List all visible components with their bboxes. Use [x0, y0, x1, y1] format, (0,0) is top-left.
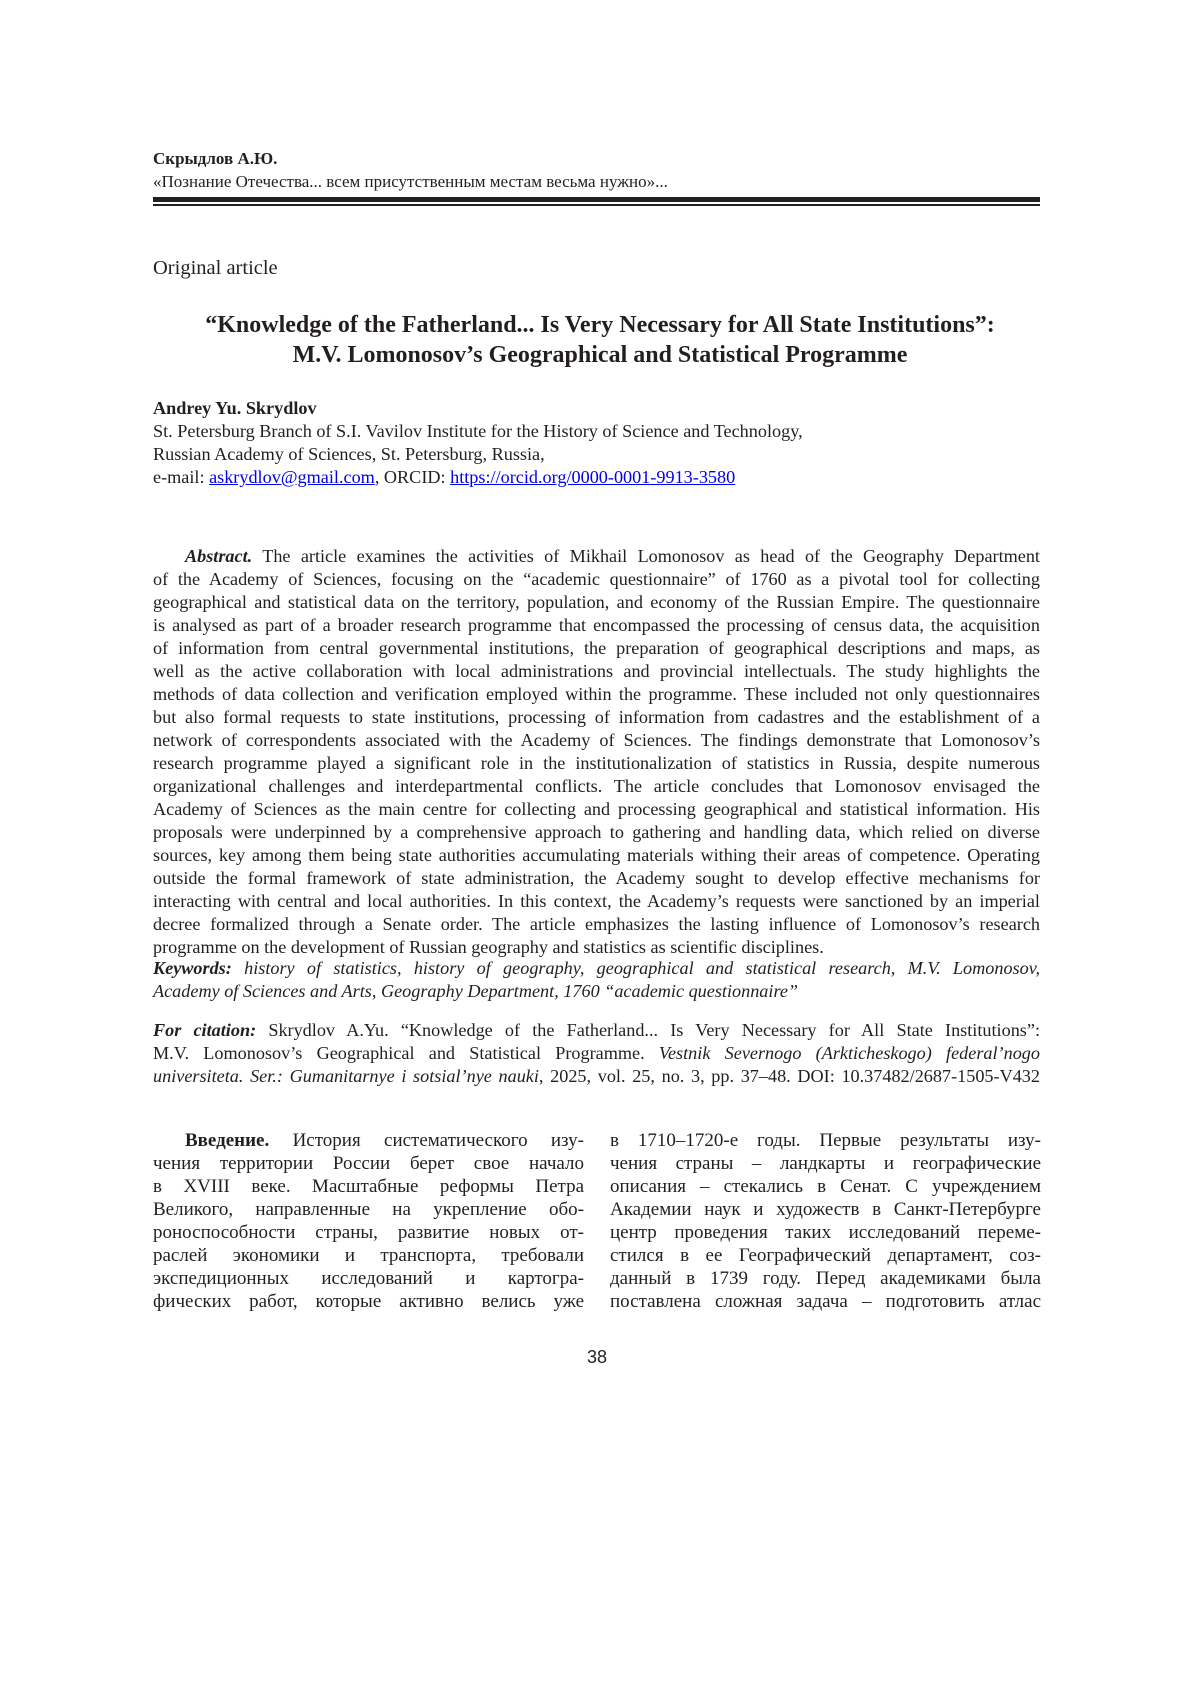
body-text: раслей экономики и транспорта, требовали	[153, 1245, 584, 1266]
orcid-label: , ORCID:	[375, 467, 450, 487]
citation-text: , 2025, vol. 25, no. 3, pp. 37–48. DOI: 10.37482/2687-1505-V432	[539, 1066, 1040, 1086]
abstract-text: Academy of Sciences as the main centre for collecting and processing geographical and statistical information. His	[153, 799, 1040, 819]
body-column-left	[153, 1129, 584, 1313]
abstract-text: programme on the development of Russian geography and statistics as scientific disciplines.	[153, 937, 824, 957]
abstract-text: but also formal requests to state institutions, processing of information from cadastres and the establishment of a	[153, 707, 1040, 727]
contact-line	[153, 466, 1040, 489]
abstract-text: geographical and statistical data on the territory, population, and economy of the Russian Empire. The questionnaire	[153, 592, 1040, 612]
body-line	[153, 1129, 584, 1152]
email-label: e-mail:	[153, 467, 209, 487]
abstract-text: well as the active collaboration with local administrations and provincial intellectuals. The study highlights the	[153, 661, 1040, 681]
abstract-line	[153, 798, 1040, 821]
abstract-line	[153, 936, 1040, 959]
abstract-text: of the Academy of Sciences, focusing on the “academic questionnaire” of 1760 as a pivotal tool for collecting	[153, 569, 1040, 589]
abstract-text: network of correspondents associated with the Academy of Sciences. The findings demonstrate that Lomonosov’s	[153, 730, 1040, 750]
body-line	[153, 1175, 584, 1198]
keywords-text: history of statistics, history of geography, geographical and statistical research, M.V. Lomonosov,	[232, 958, 1040, 978]
body-text: в 1710–1720-е годы. Первые результаты изу-	[610, 1130, 1041, 1151]
article-type: Original article	[153, 255, 1040, 281]
abstract-text: interacting with central and local authorities. In this context, the Academy’s requests were sanctioned by an imperial	[153, 891, 1040, 911]
header-author: Скрыдлов А.Ю.	[153, 147, 1040, 170]
article-title-line2: M.V. Lomonosov’s Geographical and Statistical Programme	[100, 340, 1100, 370]
abstract-text: sources, key among them being state authorities accumulating materials withing their areas of competence. Operating	[153, 845, 1040, 865]
body-line	[610, 1267, 1041, 1290]
abstract-text: The article examines the activities of Mikhail Lomonosov as head of the Geography Department	[252, 546, 1040, 566]
body-text: экспедиционных исследований и картогра-	[153, 1268, 584, 1289]
body-line	[610, 1152, 1041, 1175]
abstract-line	[153, 913, 1040, 936]
abstract-line	[153, 660, 1040, 683]
body-line	[153, 1267, 584, 1290]
body-line	[153, 1290, 584, 1313]
abstract-line	[153, 545, 1040, 568]
citation-text: Skrydlov A.Yu. “Knowledge of the Fatherland... Is Very Necessary for All State Institutions”:	[256, 1020, 1040, 1040]
intro-heading: Введение.	[185, 1130, 269, 1151]
body-text: фических работ, которые активно велись уже	[153, 1291, 584, 1312]
body-text: Академии наук и художеств в Санкт-Петербурге	[610, 1199, 1041, 1220]
citation-line	[153, 1042, 1040, 1065]
body-text: чения территории России берет свое начало	[153, 1153, 584, 1174]
abstract-line	[153, 775, 1040, 798]
abstract-line	[153, 706, 1040, 729]
citation-text: M.V. Lomonosov’s Geographical and Statistical Programme.	[153, 1043, 659, 1063]
abstract-text: methods of data collection and verification employed within the programme. These included not only questionnaires	[153, 684, 1040, 704]
body-text: описания – стекались в Сенат. С учреждением	[610, 1176, 1041, 1197]
body-line	[610, 1198, 1041, 1221]
citation-line	[153, 1019, 1040, 1042]
email-link[interactable]: askrydlov@gmail.com	[209, 467, 375, 487]
running-header	[153, 147, 1040, 193]
citation-journal: universiteta. Ser.: Gumanitarnye i sotsial’nye nauki	[153, 1066, 539, 1086]
abstract-line	[153, 568, 1040, 591]
body-text: стился в ее Географический департамент, соз-	[610, 1245, 1041, 1266]
body-line	[610, 1129, 1041, 1152]
citation-label: For citation:	[153, 1020, 256, 1040]
affiliation-line: Russian Academy of Sciences, St. Petersburg, Russia,	[153, 443, 1040, 466]
header-rule-thick	[153, 197, 1040, 202]
body-column-right	[610, 1129, 1041, 1313]
abstract-text: is analysed as part of a broader research programme that encompassed the processing of census data, the acquisition	[153, 615, 1040, 635]
abstract-line	[153, 591, 1040, 614]
abstract-line	[153, 867, 1040, 890]
abstract-text: outside the formal framework of state administration, the Academy sought to develop effective mechanisms for	[153, 868, 1040, 888]
affiliation-line: St. Petersburg Branch of S.I. Vavilov Institute for the History of Science and Technology,	[153, 420, 1040, 443]
keywords	[153, 957, 1040, 1003]
abstract-text: organizational challenges and interdepartmental conflicts. The article concludes that Lomonosov envisaged the	[153, 776, 1040, 796]
body-text: роноспособности страны, развитие новых от-	[153, 1222, 584, 1243]
abstract-text: decree formalized through a Senate order. The article emphasizes the lasting influence of Lomonosov’s research	[153, 914, 1040, 934]
body-text: поставлена сложная задача – подготовить атлас	[610, 1291, 1041, 1312]
body-text: данный в 1739 году. Перед академиками была	[610, 1268, 1041, 1289]
citation-line	[153, 1065, 1040, 1088]
body-line	[153, 1152, 584, 1175]
abstract-line	[153, 821, 1040, 844]
body-line	[153, 1221, 584, 1244]
body-text: в XVIII веке. Масштабные реформы Петра	[153, 1176, 584, 1197]
abstract-text: research programme played a significant role in the institutionalization of statistics in Russia, despite numerous	[153, 753, 1040, 773]
abstract-text: of information from central governmental institutions, the preparation of geographical descriptions and maps, as	[153, 638, 1040, 658]
body-line	[610, 1221, 1041, 1244]
article-title-line1: “Knowledge of the Fatherland... Is Very Necessary for All State Institutions”:	[100, 310, 1100, 340]
abstract-label: Abstract.	[185, 546, 252, 566]
citation-journal: Vestnik Severnogo (Arkticheskogo) federal’nogo	[659, 1043, 1040, 1063]
header-running-title: «Познание Отечества... всем присутственным местам весьма нужно»...	[153, 170, 1040, 193]
body-text: Великого, направленные на укрепление обо-	[153, 1199, 584, 1220]
body-line	[610, 1290, 1041, 1313]
author-name: Andrey Yu. Skrydlov	[153, 397, 1040, 420]
keywords-line	[153, 957, 1040, 980]
keywords-label: Keywords:	[153, 958, 232, 978]
abstract-line	[153, 729, 1040, 752]
body-line	[153, 1198, 584, 1221]
keywords-line	[153, 980, 1040, 1003]
abstract-line	[153, 637, 1040, 660]
abstract-line	[153, 844, 1040, 867]
author-block	[153, 397, 1040, 489]
keywords-text: Academy of Sciences and Arts, Geography Department, 1760 “academic questionnaire”	[153, 981, 798, 1001]
body-line	[610, 1244, 1041, 1267]
abstract-line	[153, 614, 1040, 637]
header-rule-thin	[153, 204, 1040, 206]
body-text: центр проведения таких исследований переме-	[610, 1222, 1041, 1243]
orcid-link[interactable]: https://orcid.org/0000-0001-9913-3580	[450, 467, 735, 487]
body-line	[153, 1244, 584, 1267]
abstract-line	[153, 683, 1040, 706]
abstract-line	[153, 752, 1040, 775]
body-text: История систематического изу-	[269, 1130, 584, 1151]
body-text: чения страны – ландкарты и географические	[610, 1153, 1041, 1174]
abstract-line	[153, 890, 1040, 913]
citation	[153, 1019, 1040, 1088]
body-line	[610, 1175, 1041, 1198]
page-number: 38	[0, 1347, 1194, 1368]
abstract	[153, 545, 1040, 959]
abstract-text: proposals were underpinned by a comprehensive approach to gathering and handling data, which relied on diverse	[153, 822, 1040, 842]
